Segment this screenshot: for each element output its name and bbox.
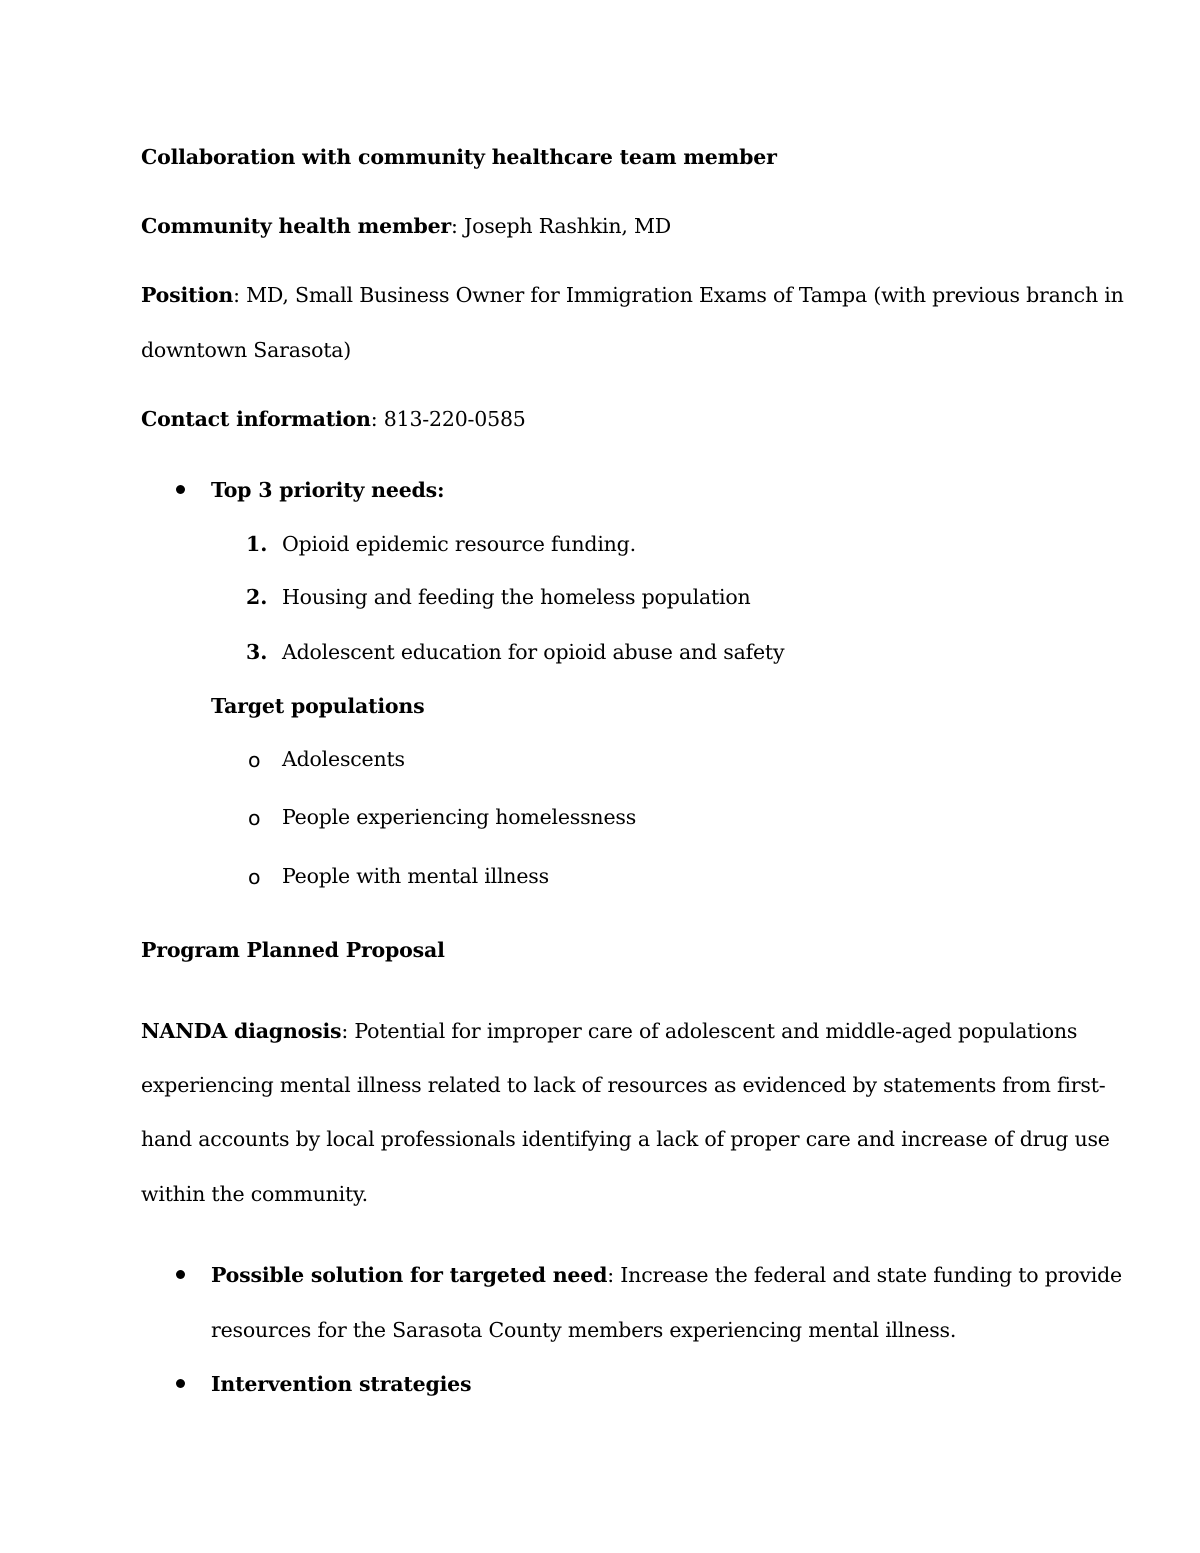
circle-bullet-icon: o	[248, 865, 261, 889]
target-item: People with mental illness	[282, 864, 549, 888]
solution-text: : Increase the federal and state funding to provide	[607, 1263, 1122, 1287]
circle-bullet-icon: o	[248, 748, 261, 772]
document-heading: Collaboration with community healthcare team member	[141, 145, 777, 169]
member-value: : Joseph Rashkin, MD	[451, 214, 671, 238]
contact-label: Contact information	[141, 407, 371, 431]
nanda-line	[141, 1017, 1077, 1045]
member-line	[141, 212, 671, 240]
priority-number: 2.	[246, 585, 268, 609]
priority-number: 3.	[246, 640, 268, 664]
priority-item: Opioid epidemic resource funding.	[282, 532, 636, 556]
solution-text-line: resources for the Sarasota County members experiencing mental illness.	[211, 1318, 957, 1342]
nanda-label: NANDA diagnosis	[141, 1019, 342, 1043]
member-label: Community health member	[141, 214, 452, 238]
position-value-continued: downtown Sarasota)	[141, 338, 352, 362]
priority-item: Adolescent education for opioid abuse and safety	[282, 640, 785, 664]
target-item: People experiencing homelessness	[282, 805, 637, 829]
priority-number: 1.	[246, 532, 268, 556]
position-label: Position	[141, 283, 234, 307]
nanda-text-line: hand accounts by local professionals identifying a lack of proper care and increase of drug use	[141, 1127, 1110, 1151]
bullet-icon	[176, 1379, 185, 1388]
contact-value: : 813-220-0585	[370, 407, 526, 431]
priority-item: Housing and feeding the homeless population	[282, 585, 751, 609]
target-title: Target populations	[211, 694, 425, 718]
bullet-icon	[176, 1270, 185, 1279]
nanda-text-line: within the community.	[141, 1182, 368, 1206]
priority-title: Top 3 priority needs:	[211, 478, 445, 502]
target-item: Adolescents	[282, 747, 405, 771]
nanda-text: : Potential for improper care of adolescent and middle-aged populations	[341, 1019, 1078, 1043]
bullet-icon	[176, 485, 185, 494]
intervention-title: Intervention strategies	[211, 1372, 472, 1396]
nanda-text-line: experiencing mental illness related to lack of resources as evidenced by statements from first-	[141, 1073, 1106, 1097]
contact-line	[141, 405, 526, 433]
circle-bullet-icon: o	[248, 806, 261, 830]
program-heading: Program Planned Proposal	[141, 938, 445, 962]
position-line	[141, 281, 1124, 309]
position-value: : MD, Small Business Owner for Immigration Exams of Tampa (with previous branch in	[233, 283, 1124, 307]
solution-line	[211, 1261, 1122, 1289]
solution-label: Possible solution for targeted need	[211, 1263, 608, 1287]
